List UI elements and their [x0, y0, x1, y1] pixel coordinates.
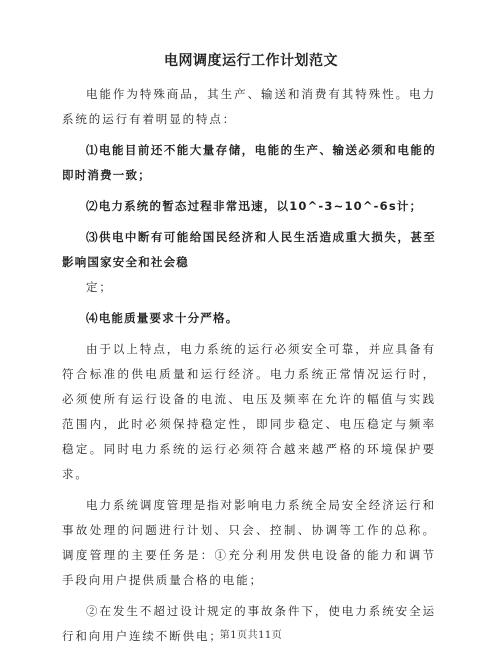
document-body [62, 82, 436, 655]
point-3-continuation: 定； [86, 280, 113, 294]
paragraph-requirements: 由于以上特点，电力系统的运行必须安全可靠，并应具备有符合标准的供电质量和运行经济。电力系统正常情况运行时，必须使所有运行设备的电流、电压及频率在允许的幅值与实践范围内，此时必须保持稳定性，即同步稳定、电压稳定与频率稳定。同时电力系统的运行必须符合越来越严格的环境保护要求。 [62, 342, 436, 481]
document-title: 电网调度运行工作计划范文 [164, 53, 338, 69]
paragraph-dispatch-management: 电力系统调度管理是指对影响电力系统全局安全经济运行和事故处理的问题进行计划、只会、控制、协调等工作的总称。调度管理的主要任务是：①充分利用发供电设备的能力和调节手段向用户提供质量合格的电能； [62, 498, 436, 587]
point-3: ⑶供电中断有可能给国民经济和人民生活造成重大损失，甚至影响国家安全和社会稳 [62, 230, 436, 269]
point-1: ⑴电能目前还不能大量存储，电能的生产、输送必须和电能的即时消费一致； [62, 143, 436, 182]
point-4: ⑷电能质量要求十分严格。 [86, 311, 239, 325]
point-2: ⑵电力系统的暂态过程非常迅速，以10^-3~10^-6s计； [86, 199, 423, 213]
page-number: 第1页共11页 [219, 630, 283, 641]
paragraph-task-2: ②在发生不超过设计规定的事故条件下，使电力系统安全运行和向用户连续不断供电； [62, 604, 436, 643]
paragraph-intro: 电能作为特殊商品，其生产、输送和消费有其特殊性。电力系统的运行有着明显的特点： [62, 87, 436, 126]
